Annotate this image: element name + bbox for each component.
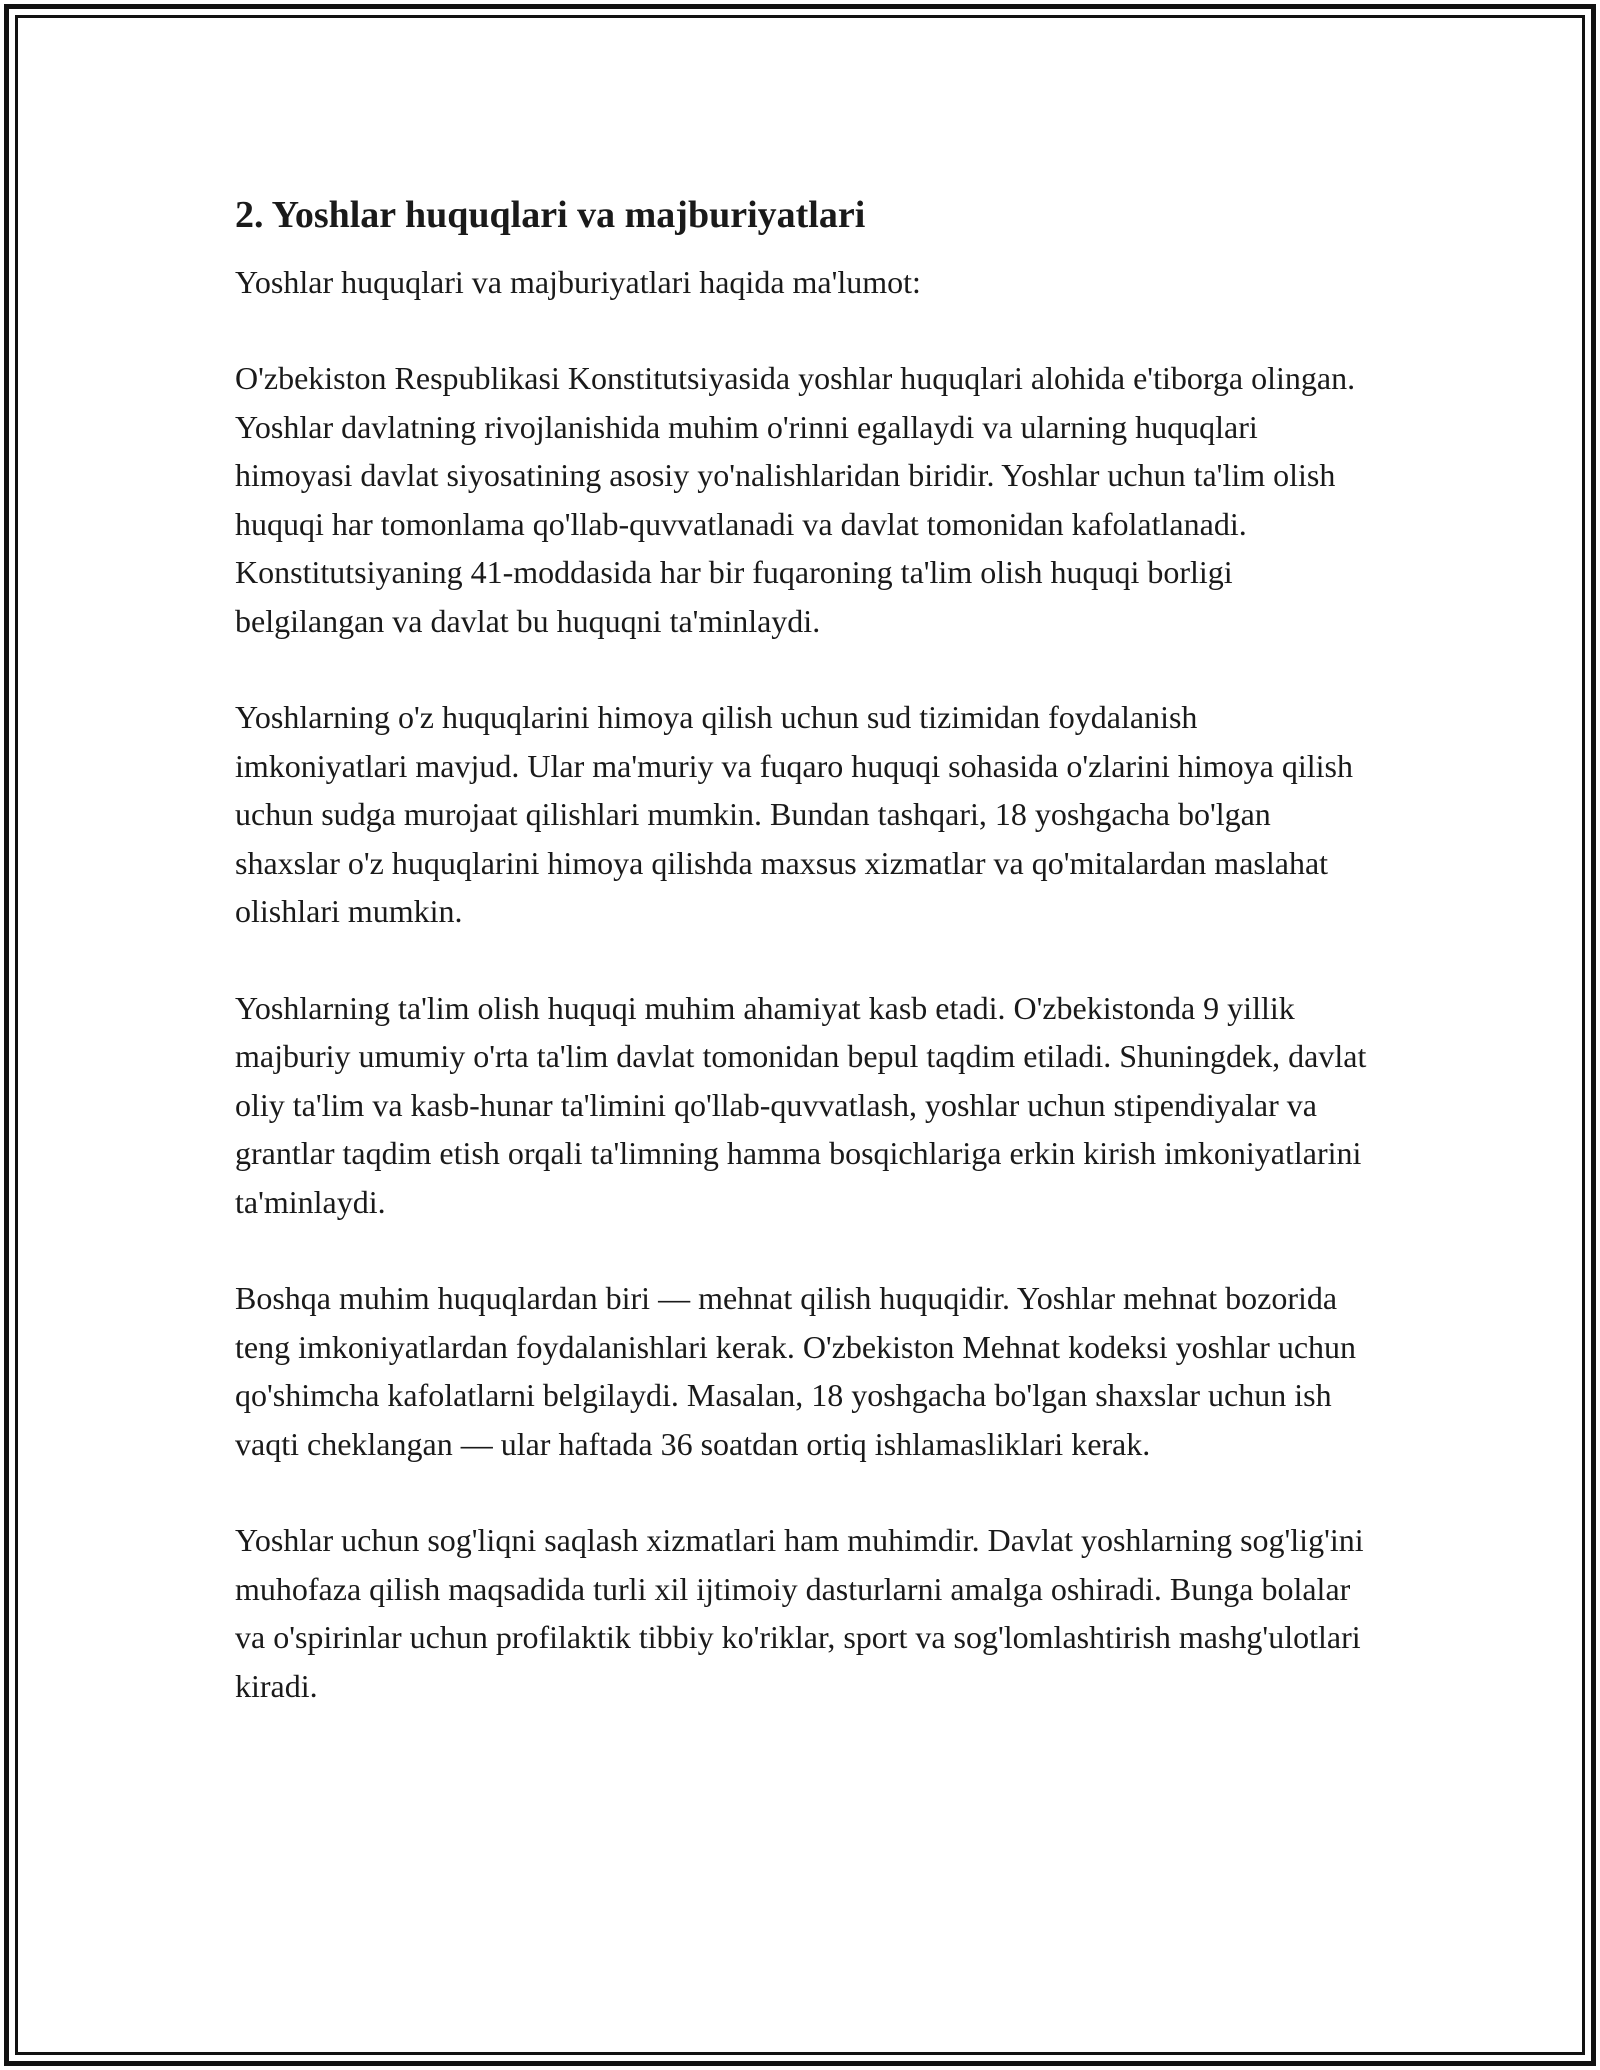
paragraph-constitution: O'zbekiston Respublikasi Konstitutsiyasida yoshlar huquqlari alohida e'tiborga olingan. Yoshlar davlatning rivojlanishida muhim o'rinni egallaydi va ularning huquqlari himoyasi davlat siyosatining asosiy yo'nalishlaridan biridir. Yoshlar uchun ta'lim olish huquqi har tomonlama qo'llab-quvvatlanadi va davlat tomonidan kafolatlanadi. Konstitutsiyaning 41-moddasida har bir fuqaroning ta'lim olish huquqi borligi belgilangan va davlat bu huquqni ta'minlaydi.	[235, 360, 1356, 639]
paragraph-health: Yoshlar uchun sog'liqni saqlash xizmatlari ham muhimdir. Davlat yoshlarning sog'lig'ini muhofaza qilish maqsadida turli xil ijtimoiy dasturlarni amalga oshiradi. Bunga bolalar va o'spirinlar uchun profilaktik tibbiy ko'riklar, sport va sog'lomlashtirish mashg'ulotlari kiradi.	[235, 1522, 1364, 1704]
paragraph-labor: Boshqa muhim huquqlardan biri — mehnat qilish huquqidir. Yoshlar mehnat bozorida teng imkoniyatlardan foydalanishlari kerak. O'zbekiston Mehnat kodeksi yoshlar uchun qo'shimcha kafolatlarni belgilaydi. Masalan, 18 yoshgacha bo'lgan shaxslar uchun ish vaqti cheklangan — ular haftada 36 soatdan ortiq ishlamasliklari kerak.	[235, 1280, 1357, 1462]
document-body	[235, 188, 1370, 1710]
paragraph-court-protection: Yoshlarning o'z huquqlarini himoya qilish uchun sud tizimidan foydalanish imkoniyatlari mavjud. Ular ma'muriy va fuqaro huquqi sohasida o'zlarini himoya qilish uchun sudga murojaat qilishlari mumkin. Bundan tashqari, 18 yoshgacha bo'lgan shaxslar o'z huquqlarini himoya qilishda maxsus xizmatlar va qo'mitalardan maslahat olishlari mumkin.	[235, 699, 1353, 929]
section-heading: 2. Yoshlar huquqlari va majburiyatlari	[235, 194, 866, 236]
paragraph-education: Yoshlarning ta'lim olish huquqi muhim ahamiyat kasb etadi. O'zbekistonda 9 yillik majburiy umumiy o'rta ta'lim davlat tomonidan bepul taqdim etiladi. Shuningdek, davlat oliy ta'lim va kasb-hunar ta'limini qo'llab-quvvatlash, yoshlar uchun stipendiyalar va grantlar taqdim etish orqali ta'limning hamma bosqichlariga erkin kirish imkoniyatlarini ta'minlaydi.	[235, 989, 1367, 1220]
intro-line: Yoshlar huquqlari va majburiyatlari haqida ma'lumot:	[235, 264, 921, 300]
